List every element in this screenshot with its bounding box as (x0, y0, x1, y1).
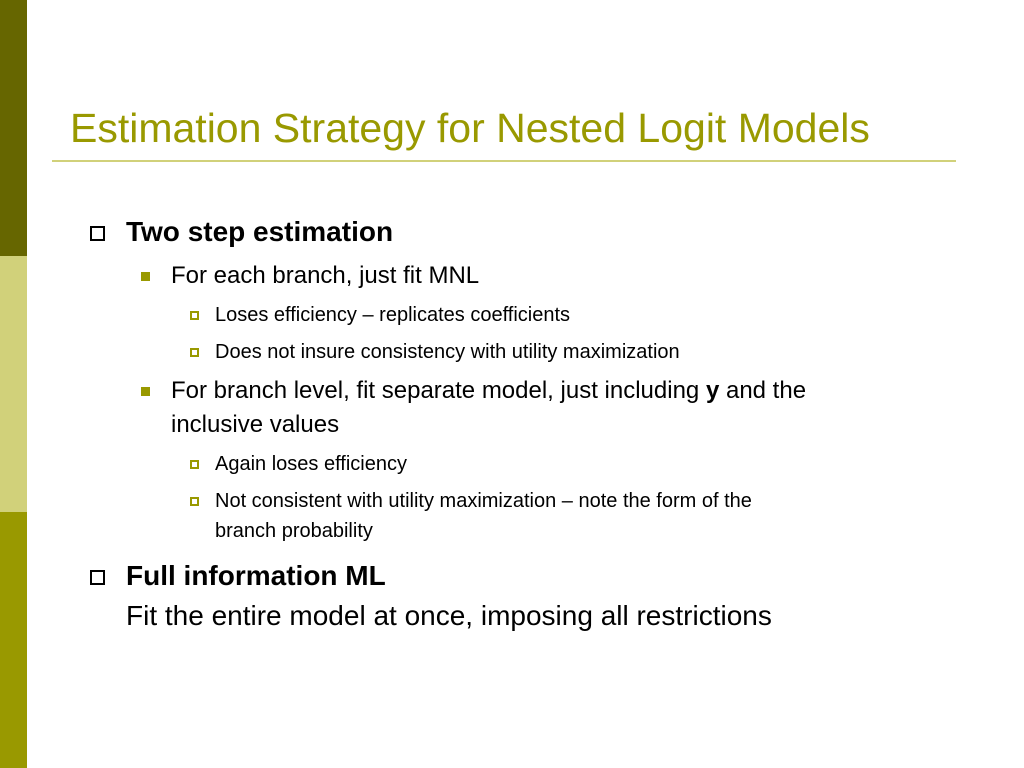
square-bullet-icon (141, 272, 150, 281)
small-hollow-square-bullet-icon (190, 460, 199, 469)
bullet-branch-fit: For each branch, just fit MNL (171, 262, 480, 289)
side-band-light (0, 256, 27, 512)
slide-title: Estimation Strategy for Nested Logit Models (70, 105, 870, 151)
variable-y: y (705, 377, 720, 404)
square-bullet-icon (141, 387, 150, 396)
bullet-two-step: Two step estimation (126, 216, 394, 247)
bullet-branch-level-line2: inclusive values (171, 411, 340, 438)
bullet-branch-level (171, 374, 806, 408)
small-hollow-square-bullet-icon (190, 348, 199, 357)
bullet-loses-efficiency: Loses efficiency – replicates coefficients (215, 304, 571, 326)
bullet-again-loses: Again loses efficiency (215, 453, 407, 475)
bullet-full-information-detail: Fit the entire model at once, imposing all restrictions (126, 600, 772, 631)
bullet-full-information: Full information ML (126, 560, 386, 591)
hollow-square-bullet-icon (90, 570, 105, 585)
bullet-no-consistency: Does not insure consistency with utility maximization (215, 341, 680, 363)
side-band-accent (0, 512, 27, 768)
branch-level-text: For branch level, fit separate model, just including (171, 377, 706, 404)
hollow-square-bullet-icon (90, 226, 105, 241)
bullet-not-consistent: Not consistent with utility maximization – note the form of the (215, 490, 752, 512)
branch-level-text-end: and the (719, 377, 807, 404)
bullet-not-consistent-line2: branch probability (215, 520, 373, 542)
title-underline (52, 160, 956, 162)
side-band-dark (0, 0, 27, 256)
small-hollow-square-bullet-icon (190, 311, 199, 320)
small-hollow-square-bullet-icon (190, 497, 199, 506)
